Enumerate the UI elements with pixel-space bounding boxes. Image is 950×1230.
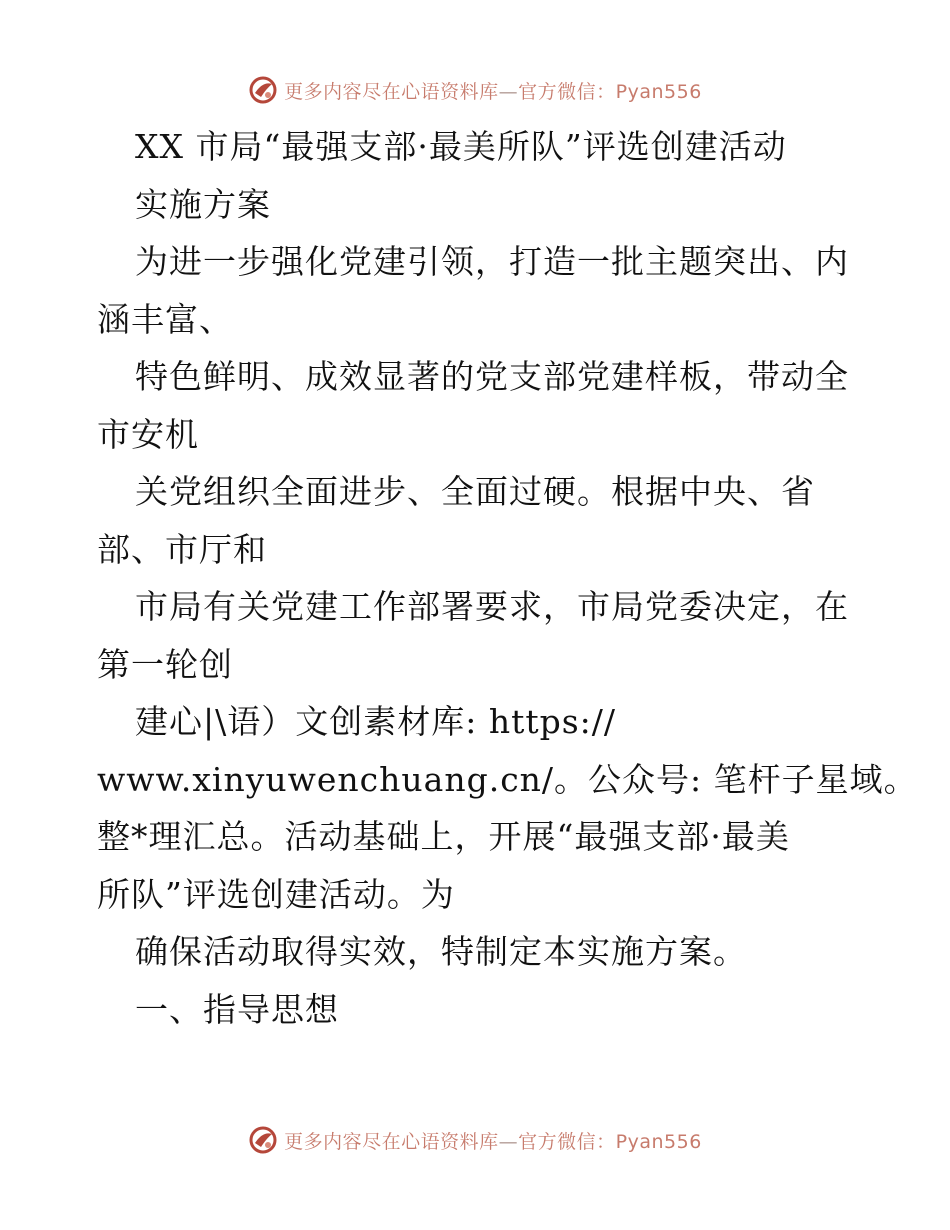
doc-section-heading: 一、指导思想: [135, 989, 339, 1029]
doc-line: 关党组织全面进步、全面过硬。根据中央、省: [135, 472, 815, 511]
doc-line: 部、市厅和: [97, 529, 267, 569]
doc-line: 第一轮创: [97, 644, 233, 684]
header-banner-separator: —: [498, 80, 519, 103]
footer-banner-main: 更多内容尽在心语资料库: [284, 1130, 499, 1153]
brand-logo-icon: [248, 75, 278, 105]
doc-line: 确保活动取得实效，特制定本实施方案。: [135, 932, 747, 971]
footer-banner-content: [248, 1125, 702, 1155]
doc-line: 建心|\语）文创素材库: https://: [135, 702, 617, 741]
footer-banner: [0, 1120, 950, 1160]
doc-subtitle: 实施方案: [135, 184, 271, 224]
footer-banner-contact: 官方微信：Pyan556: [518, 1130, 702, 1153]
doc-line: 市局有关党建工作部署要求，市局党委决定，在: [135, 587, 849, 626]
header-banner-main: 更多内容尽在心语资料库: [284, 80, 499, 103]
doc-line: 特色鲜明、成效显著的党支部党建样板，带动全: [135, 357, 849, 396]
doc-line: 市安机: [97, 414, 199, 454]
header-banner-contact: 官方微信：Pyan556: [518, 80, 702, 103]
footer-banner-separator: —: [498, 1130, 519, 1153]
brand-logo-icon: [248, 1125, 278, 1155]
doc-title: XX 市局“最强支部·最美所队”评选创建活动: [135, 127, 787, 166]
footer-banner-text: [284, 1127, 702, 1154]
doc-line: www.xinyuwenchuang.cn/。公众号: 笔杆子星域。: [97, 759, 918, 799]
header-banner: [0, 70, 950, 110]
document-body: [97, 118, 918, 1038]
doc-line: 整*理汇总。活动基础上，开展“最强支部·最美: [97, 817, 790, 856]
doc-line: 涵丰富、: [97, 299, 233, 339]
header-banner-content: [248, 75, 702, 105]
doc-line: 为进一步强化党建引领，打造一批主题突出、内: [135, 242, 849, 281]
doc-line: 所队”评选创建活动。为: [97, 874, 455, 914]
header-banner-text: [284, 77, 702, 104]
